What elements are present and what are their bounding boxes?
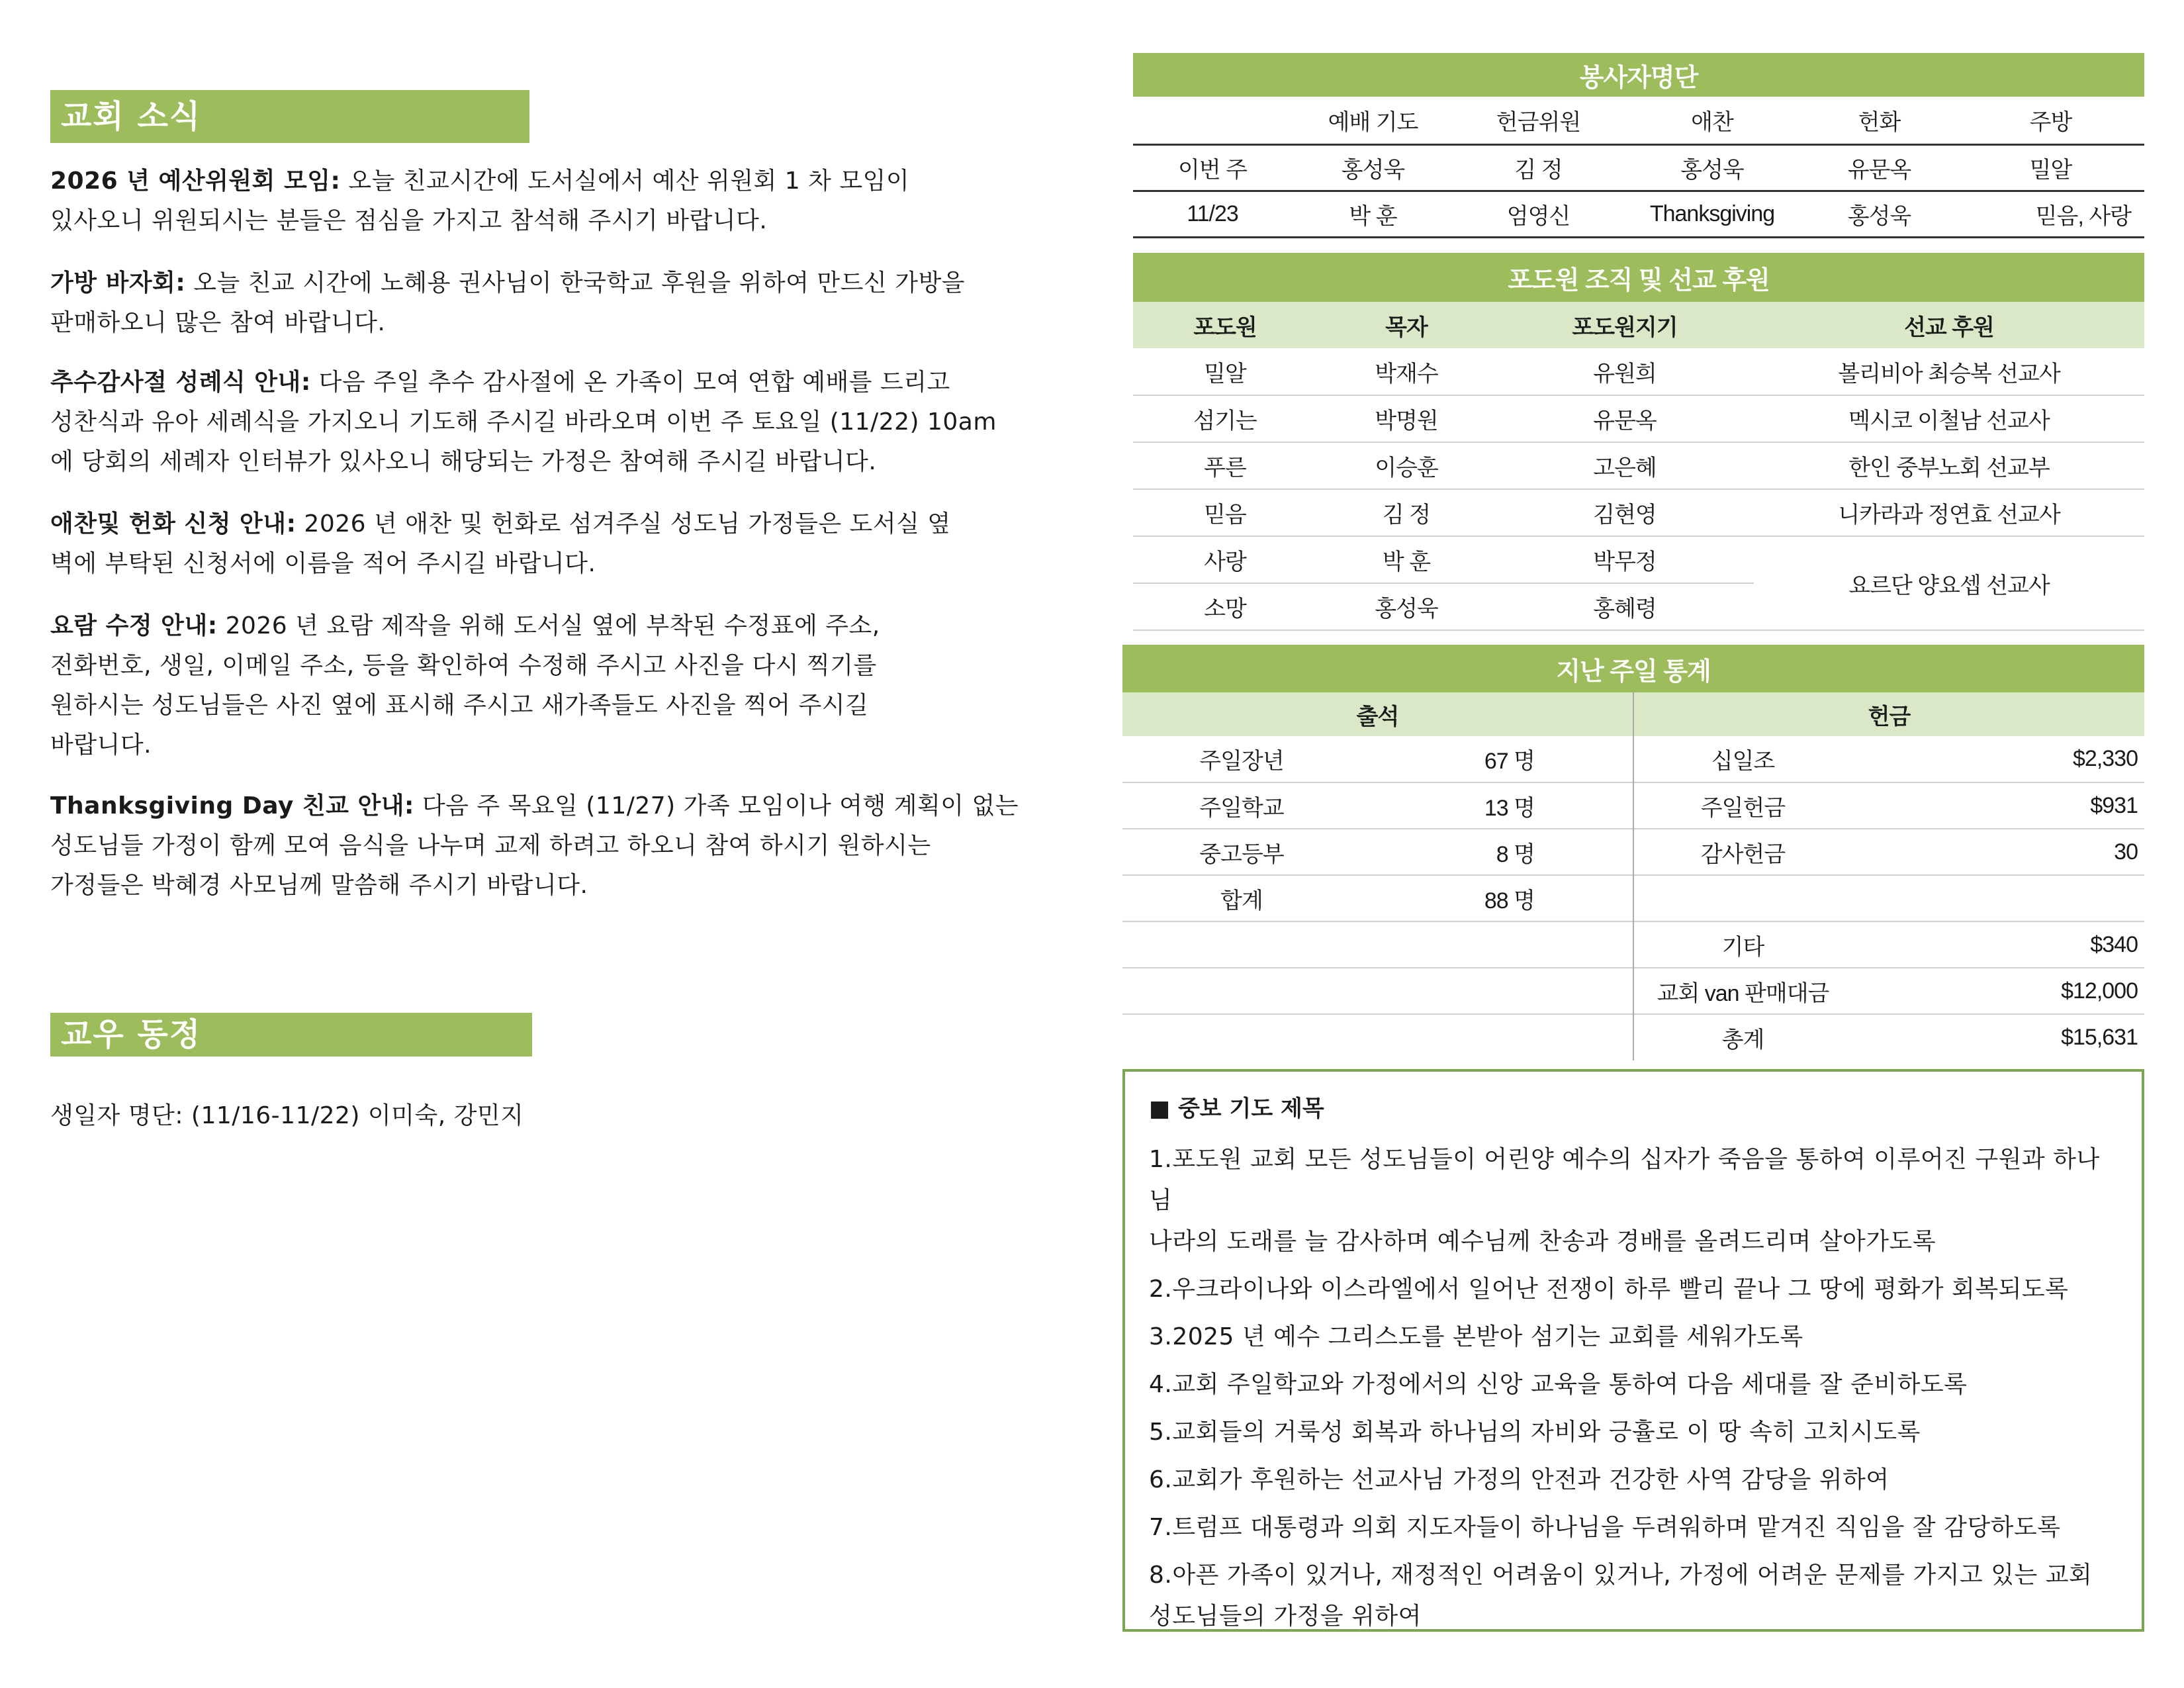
table-row: 포도원 목자 포도원지기 선교 후원 bbox=[1133, 302, 2144, 348]
volunteers-title: 봉사자명단 bbox=[1133, 53, 2144, 97]
table-row: 11/23 박 훈 엄영신 Thanksgiving 홍성욱 믿음, 사랑 bbox=[1133, 191, 2144, 237]
table-row: 주일학교 13 명 주일헌금 $931 bbox=[1122, 782, 2144, 829]
birthday-list: 생일자 명단: (11/16-11/22) 이미숙, 강민지 bbox=[50, 1102, 524, 1129]
prayer-item: 성도님들의 가정을 위하여 bbox=[1149, 1603, 1422, 1630]
table-row: 이번 주 홍성욱 김 정 홍성욱 유문옥 밀알 bbox=[1133, 144, 2144, 191]
table-row: 예배 기도 헌금위원 애찬 헌화 주방 bbox=[1133, 97, 2144, 144]
vineyard-title: 포도원 조직 및 선교 후원 bbox=[1133, 253, 2144, 302]
prayer-item: 2.우크라이나와 이스라엘에서 일어난 전쟁이 하루 빨리 끝나 그 땅에 평화가 회복되도록 bbox=[1149, 1276, 2069, 1303]
prayer-item: 6.교회가 후원하는 선교사님 가정의 안전과 건강한 사역 감당을 위하여 bbox=[1149, 1466, 1889, 1493]
table-row: 합계 88 명 bbox=[1122, 875, 2144, 921]
member-news-title: 교우 동정 bbox=[50, 1013, 532, 1056]
table-row: 섬기는 박명원 유문옥 멕시코 이철남 선교사 bbox=[1133, 395, 2144, 442]
news-item: 요람 수정 안내: 2026 년 요람 제작을 위해 도서실 옆에 부착된 수정표에 주소, 전화번호, 생일, 이메일 주소, 등을 확인하여 수정해 주시고 사진을 다시 찍기를 원하시는 성도님들은 사진 옆에 표시해 주시고 새가족들도 사진을 찍어 주시길 바랍니다. bbox=[50, 612, 880, 759]
church-news-title: 교회 소식 bbox=[50, 90, 529, 143]
news-title: 2026 년 예산위원회 모임: bbox=[50, 167, 341, 195]
table-row: 믿음 김 정 김현영 니카라과 정연효 선교사 bbox=[1133, 489, 2144, 536]
table-row: 기타 $340 bbox=[1122, 921, 2144, 968]
news-title: Thanksgiving Day 친교 안내: bbox=[50, 792, 414, 820]
news-title: 요람 수정 안내: bbox=[50, 612, 218, 639]
news-item: 가방 바자회: 오늘 친교 시간에 노혜용 권사님이 한국학교 후원을 위하여 만드신 가방을 판매하오니 많은 참여 바랍니다. bbox=[50, 269, 966, 336]
stats-title: 지난 주일 통계 bbox=[1122, 645, 2144, 692]
prayer-item: 8.아픈 가족이 있거나, 재정적인 어려움이 있거나, 가정에 어려운 문제를 가지고 있는 교회 bbox=[1149, 1562, 2093, 1589]
volunteers-table bbox=[1133, 53, 2144, 238]
news-item: 추수감사절 성례식 안내: 다음 주일 추수 감사절에 온 가족이 모여 연합 예배를 드리고 성찬식과 유아 세례식을 가지오니 기도해 주시길 바라오며 이번 주 토요일 (11/22) 10am 에 당회의 세례자 인터뷰가 있사오니 해당되는 가정은 참여해 주시길 바랍니다. bbox=[50, 369, 997, 475]
stats-table bbox=[1122, 645, 2144, 1060]
table-row: 교회 van 판매대금 $12,000 bbox=[1122, 968, 2144, 1014]
table-row: 푸른 이승훈 고은혜 한인 중부노회 선교부 bbox=[1133, 442, 2144, 489]
prayer-item: 4.교회 주일학교와 가정에서의 신앙 교육을 통하여 다음 세대를 잘 준비하도록 bbox=[1149, 1371, 1968, 1398]
prayer-box bbox=[1122, 1069, 2144, 1632]
table-row: 중고등부 8 명 감사헌금 30 bbox=[1122, 829, 2144, 875]
prayer-title: ■ 중보 기도 제목 bbox=[1149, 1096, 1324, 1122]
news-item: 2026 년 예산위원회 모임: 오늘 친교시간에 도서실에서 예산 위원회 1 차 모임이 있사오니 위원되시는 분들은 점심을 가지고 참석해 주시기 바랍니다. bbox=[50, 167, 910, 234]
prayer-item: 3.2025 년 예수 그리스도를 본받아 섬기는 교회를 세워가도록 bbox=[1149, 1323, 1803, 1350]
table-row: 밀알 박재수 유원희 볼리비아 최승복 선교사 bbox=[1133, 348, 2144, 395]
prayer-item: 7.트럼프 대통령과 의회 지도자들이 하나님을 두려워하며 맡겨진 직임을 잘 감당하도록 bbox=[1149, 1514, 2061, 1541]
news-title: 애찬및 헌화 신청 안내: bbox=[50, 510, 296, 538]
news-item: 애찬및 헌화 신청 안내: 2026 년 애찬 및 헌화로 섬겨주실 성도님 가정들은 도서실 옆 벽에 부탁된 신청서에 이름을 적어 주시길 바랍니다. bbox=[50, 510, 951, 577]
prayer-item: 나라의 도래를 늘 감사하며 예수님께 찬송과 경배를 올려드리며 살아가도록 bbox=[1149, 1228, 1936, 1255]
table-row: 출석 헌금 bbox=[1122, 692, 2144, 736]
table-row: 사랑 박 훈 박무정 요르단 양요셉 선교사 bbox=[1133, 536, 2144, 583]
vineyard-table bbox=[1133, 253, 2144, 631]
table-row: 총계 $15,631 bbox=[1122, 1014, 2144, 1060]
table-row: 소망 홍성욱 홍혜령 bbox=[1133, 583, 2144, 630]
news-title: 추수감사절 성례식 안내: bbox=[50, 369, 311, 396]
news-title: 가방 바자회: bbox=[50, 269, 186, 297]
table-row: 주일장년 67 명 십일조 $2,330 bbox=[1122, 736, 2144, 782]
news-item: Thanksgiving Day 친교 안내: 다음 주 목요일 (11/27) 가족 모임이나 여행 계획이 없는 성도님들 가정이 함께 모여 음식을 나누며 교제 하려고 하오니 참여 하시기 원하시는 가정들은 박혜경 사모님께 말씀해 주시기 바랍니다. bbox=[50, 792, 1019, 899]
prayer-item: 1.포도원 교회 모든 성도님들이 어린양 예수의 십자가 죽음을 통하여 이루어진 구원과 하나님 bbox=[1149, 1146, 2100, 1214]
prayer-item: 5.교회들의 거룩성 회복과 하나님의 자비와 긍휼로 이 땅 속히 고치시도록 bbox=[1149, 1419, 1921, 1446]
